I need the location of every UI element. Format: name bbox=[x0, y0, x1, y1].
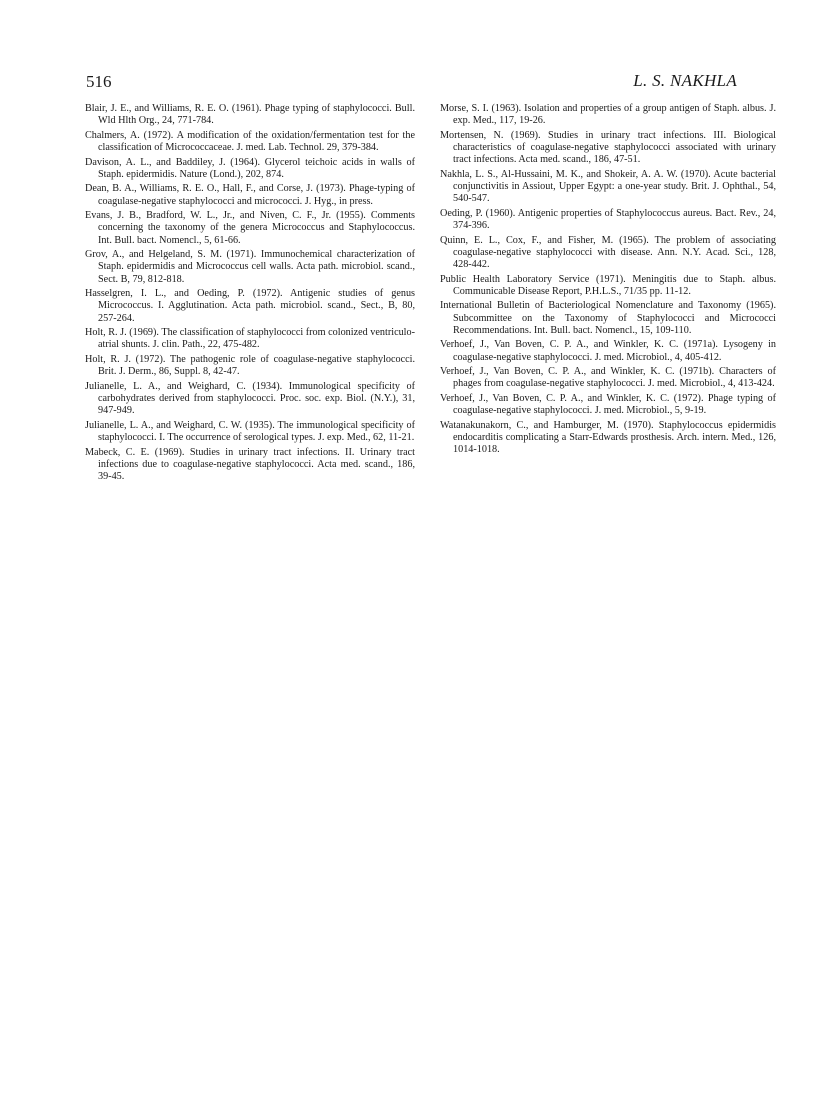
reference-entry: Hasselgren, I. L., and Oeding, P. (1972). Antigenic studies of genus Micrococcus. I. Agglutination. Acta path. microbiol. scand., Sect., B, 80, 257-264. bbox=[85, 288, 415, 324]
reference-entry: Morse, S. I. (1963). Isolation and properties of a group antigen of Staph. albus. J. exp. Med., 117, 19-26. bbox=[440, 103, 776, 127]
reference-entry: Quinn, E. L., Cox, F., and Fisher, M. (1965). The problem of associating coagulase-negative staphylococci with disease. Ann. N.Y. Acad. Sci., 128, 428-442. bbox=[440, 234, 776, 270]
reference-entry: International Bulletin of Bacteriological Nomenclature and Taxonomy (1965). Subcommittee on the Taxonomy of Staphylococci and Micrococci Recommendations. Int. Bull. bact. Nomencl., 15, 109-110. bbox=[440, 300, 776, 336]
references-left-column bbox=[85, 103, 415, 486]
reference-entry: Holt, R. J. (1969). The classification of staphylococci from colonized ventriculo-atrial shunts. J. clin. Path., 22, 475-482. bbox=[85, 327, 415, 351]
reference-entry: Watanakunakorn, C., and Hamburger, M. (1970). Staphylococcus epidermidis endocarditis complicating a Starr-Edwards prosthesis. Arch. intern. Med., 126, 1014-1018. bbox=[440, 419, 776, 456]
running-head: L. S. NAKHLA bbox=[633, 71, 737, 90]
reference-entry: Mabeck, C. E. (1969). Studies in urinary tract infections. II. Urinary tract infections due to coagulase-negative staphylococci. Acta med. scand., 186, 39-45. bbox=[85, 446, 415, 482]
reference-entry: Blair, J. E., and Williams, R. E. O. (1961). Phage typing of staphylococci. Bull. Wld Hlth Org., 24, 771-784. bbox=[85, 103, 415, 127]
reference-entry: Julianelle, L. A., and Weighard, C. (1934). Immunological specificity of carbohydrates derived from staphylococci. Proc. soc. exp. Biol. (N.Y.), 31, 947-949. bbox=[85, 380, 415, 417]
references-right-column bbox=[440, 103, 776, 459]
reference-entry: Davison, A. L., and Baddiley, J. (1964). Glycerol teichoic acids in walls of Staph. epidermidis. Nature (Lond.), 202, 874. bbox=[85, 156, 415, 180]
reference-entry: Oeding, P. (1960). Antigenic properties of Staphylococcus aureus. Bact. Rev., 24, 374-396. bbox=[440, 207, 776, 231]
reference-entry: Holt, R. J. (1972). The pathogenic role of coagulase-negative staphylococci. Brit. J. Derm., 86, Suppl. 8, 42-47. bbox=[85, 353, 415, 378]
reference-entry: Julianelle, L. A., and Weighard, C. W. (1935). The immunological specificity of staphylococci. I. The occurrence of serological types. J. exp. Med., 62, 11-21. bbox=[85, 419, 415, 443]
reference-entry: Verhoef, J., Van Boven, C. P. A., and Winkler, K. C. (1971b). Characters of phages from coagulase-negative staphylococci. J. med. Microbiol., 4, 413-424. bbox=[440, 366, 776, 390]
reference-entry: Verhoef, J., Van Boven, C. P. A., and Winkler, K. C. (1971a). Lysogeny in coagulase-negative staphylococci. J. med. Microbiol., 4, 405-412. bbox=[440, 339, 776, 363]
reference-entry: Mortensen, N. (1969). Studies in urinary tract infections. III. Biological characteristics of coagulase-negative staphylococci associated with urinary tract infections. Acta med. scand., 186, 47-51. bbox=[440, 129, 776, 166]
reference-entry: Nakhla, L. S., Al-Hussaini, M. K., and Shokeir, A. A. W. (1970). Acute bacterial conjunctivitis in Assiout, Upper Egypt: a one-year study. Brit. J. Ophthal., 54, 540-547. bbox=[440, 168, 776, 205]
page-number: 516 bbox=[86, 72, 112, 91]
reference-entry: Dean, B. A., Williams, R. E. O., Hall, F., and Corse, J. (1973). Phage-typing of coagulase-negative staphylococci and micrococci. J. Hyg., in press. bbox=[85, 183, 415, 207]
reference-entry: Verhoef, J., Van Boven, C. P. A., and Winkler, K. C. (1972). Phage typing of coagulase-negative staphylococci. J. med. Microbiol., 5, 9-19. bbox=[440, 392, 776, 417]
reference-entry: Evans, J. B., Bradford, W. L., Jr., and Niven, C. F., Jr. (1955). Comments concerning the taxonomy of the genera Micrococcus and Staphylococcus. Int. Bull. bact. Nomencl., 5, 61-66. bbox=[85, 210, 415, 246]
reference-entry: Chalmers, A. (1972). A modification of the oxidation/fermentation test for the classification of Micrococcaceae. J. med. Lab. Technol. 29, 379-384. bbox=[85, 129, 415, 153]
reference-entry: Grov, A., and Helgeland, S. M. (1971). Immunochemical characterization of Staph. epidermidis and Micrococcus cell walls. Acta path. microbiol. scand., Sect. B, 79, 812-818. bbox=[85, 249, 415, 285]
reference-entry: Public Health Laboratory Service (1971). Meningitis due to Staph. albus. Communicable Disease Report, P.H.L.S., 71/35 pp. 11-12. bbox=[440, 273, 776, 297]
